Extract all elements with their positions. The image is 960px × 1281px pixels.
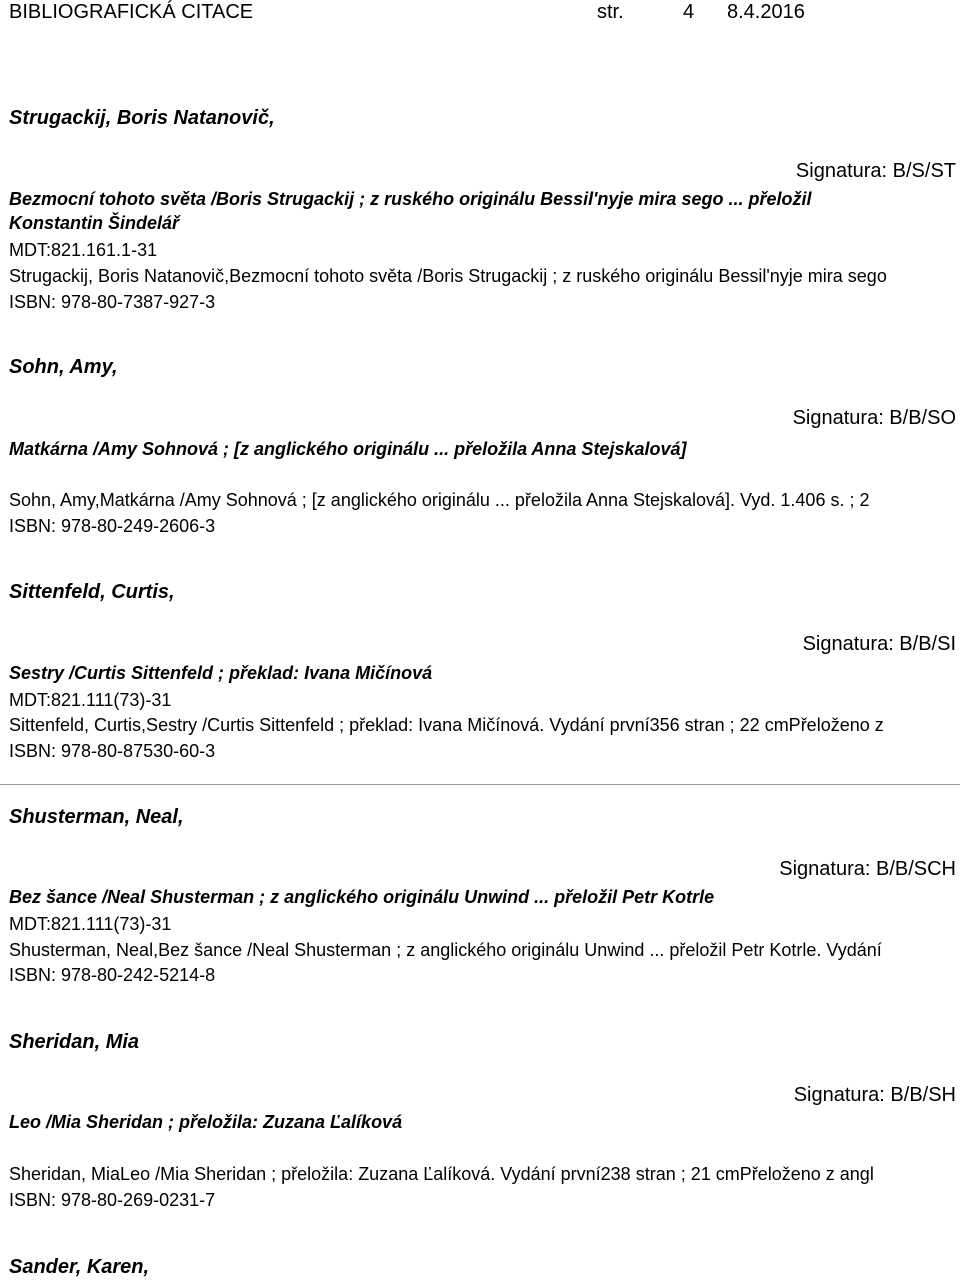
header-date: 8.4.2016 bbox=[727, 1, 805, 23]
entry-citation: Shusterman, Neal,Bez šance /Neal Shusterman ; z anglického originálu Unwind ... přeložil Petr Kotrle. Vydání bbox=[9, 940, 882, 960]
entry-isbn: ISBN: 978-80-87530-60-3 bbox=[9, 741, 216, 761]
entry-author: Sittenfeld, Curtis, bbox=[9, 581, 175, 603]
page-number: 4 bbox=[683, 1, 695, 23]
entry-isbn: ISBN: 978-80-242-5214-8 bbox=[9, 965, 216, 985]
entry-mdt: MDT:821.111(73)-31 bbox=[9, 690, 172, 710]
entry-isbn: ISBN: 978-80-269-0231-7 bbox=[9, 1190, 216, 1210]
entry-title: Sestry /Curtis Sittenfeld ; překlad: Ivana Mičínová bbox=[9, 663, 433, 683]
entry-title: Bezmocní tohoto světa /Boris Strugackij ; z ruského originálu Bessil'nyje mira sego ... přeložil bbox=[9, 189, 812, 209]
entry-separator bbox=[0, 784, 960, 785]
entry-title-continued: Konstantin Šindelář bbox=[9, 213, 180, 233]
entry-citation: Sheridan, MiaLeo /Mia Sheridan ; přeložila: Zuzana Ľalíková. Vydání první238 stran ; 21 cmPřeloženo z angl bbox=[9, 1164, 874, 1184]
entry-citation: Sittenfeld, Curtis,Sestry /Curtis Sittenfeld ; překlad: Ivana Mičínová. Vydání první356 stran ; 22 cmPřeloženo z bbox=[9, 715, 884, 735]
entry-isbn: ISBN: 978-80-7387-927-3 bbox=[9, 292, 216, 312]
page-label: str. bbox=[597, 1, 624, 23]
entry-author: Shusterman, Neal, bbox=[9, 806, 184, 828]
entry-signatura: Signatura: B/B/SO bbox=[792, 407, 956, 429]
entry-mdt: MDT:821.161.1-31 bbox=[9, 240, 158, 260]
entry-author: Sheridan, Mia bbox=[9, 1031, 140, 1053]
entry-signatura: Signatura: B/B/SH bbox=[793, 1084, 956, 1106]
entry-author: Sander, Karen, bbox=[9, 1256, 150, 1278]
entry-citation: Sohn, Amy,Matkárna /Amy Sohnová ; [z anglického originálu ... přeložila Anna Stejskalová]. Vyd. 1.406 s. ; 2 bbox=[9, 490, 870, 510]
entry-title: Bez šance /Neal Shusterman ; z anglického originálu Unwind ... přeložil Petr Kotrle bbox=[9, 887, 715, 907]
entry-title: Leo /Mia Sheridan ; přeložila: Zuzana Ľalíková bbox=[9, 1112, 403, 1132]
entry-signatura: Signatura: B/B/SI bbox=[802, 633, 956, 655]
entry-citation: Strugackij, Boris Natanovič,Bezmocní tohoto světa /Boris Strugackij ; z ruského originálu Bessil'nyje mira sego bbox=[9, 266, 887, 286]
entry-author: Sohn, Amy, bbox=[9, 356, 118, 378]
document-header-title: BIBLIOGRAFICKÁ CITACE bbox=[9, 1, 254, 23]
entry-author: Strugackij, Boris Natanovič, bbox=[9, 107, 275, 129]
entry-isbn: ISBN: 978-80-249-2606-3 bbox=[9, 516, 216, 536]
entry-signatura: Signatura: B/S/ST bbox=[795, 160, 956, 182]
entry-title: Matkárna /Amy Sohnová ; [z anglického originálu ... přeložila Anna Stejskalová] bbox=[9, 439, 687, 459]
entry-mdt: MDT:821.111(73)-31 bbox=[9, 914, 172, 934]
entry-signatura: Signatura: B/B/SCH bbox=[779, 858, 956, 880]
